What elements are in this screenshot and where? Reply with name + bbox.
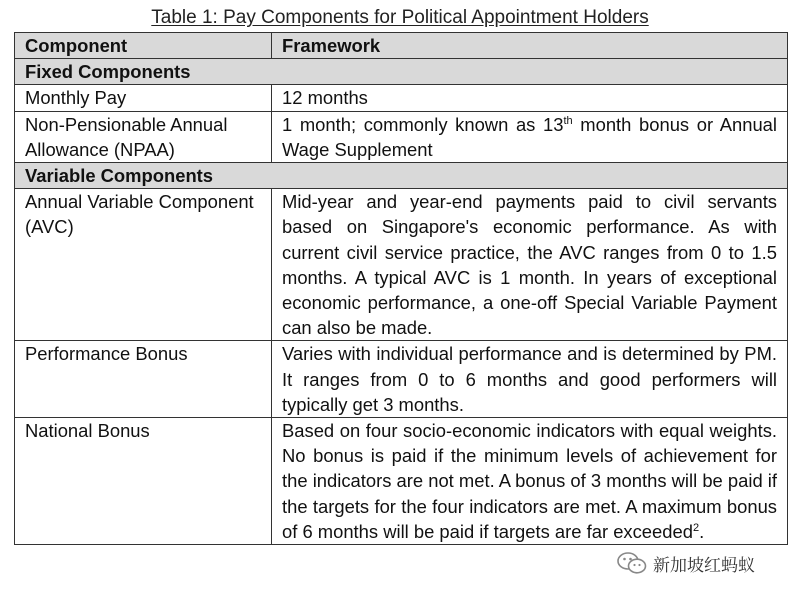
watermark-text: 新加坡红蚂蚁 [653, 555, 755, 576]
framework-national-text-rest: . [699, 520, 705, 542]
framework-npaa [272, 111, 788, 162]
wechat-icon [617, 552, 647, 574]
framework-national-text: Based on four socio-economic indicators with equal weights. No bonus is paid if the minimum levels of achievement for the indicators are not met. A bonus of 3 months will be paid if the targets for the four indicators are met. A maximum bonus of 6 months will be paid if targets are far exceeded [282, 420, 777, 542]
pay-components-table [14, 32, 788, 545]
framework-npaa-text-rest: month bonus or Annual Wage Supplement [282, 113, 777, 160]
section-row-variable [15, 163, 788, 189]
framework-avc: Mid-year and year-end payments paid to civil servants based on Singapore's economic performance. As with current civil service practice, the AVC ranges from 0 to 1.5 months. A typical AVC is 1 month. In years of exceptional economic performance, a one-off Special Variable Payment can also be made. [272, 189, 788, 341]
framework-npaa-text: 1 month; commonly known as 13 [282, 113, 564, 135]
component-avc: Annual Variable Component (AVC) [15, 189, 272, 341]
table-row [15, 189, 788, 341]
component-performance-bonus: Performance Bonus [15, 341, 272, 418]
framework-monthly-pay: 12 months [272, 85, 788, 111]
table-row [15, 85, 788, 111]
table-row [15, 341, 788, 418]
component-npaa: Non-Pensionable Annual Allowance (NPAA) [15, 111, 272, 162]
section-variable-label: Variable Components [15, 163, 788, 189]
table-row [15, 418, 788, 545]
header-framework: Framework [272, 33, 788, 59]
table-title: Table 1: Pay Components for Political Appointment Holders [151, 7, 649, 28]
section-fixed-label: Fixed Components [15, 59, 788, 85]
table-header-row [15, 33, 788, 59]
framework-national-bonus [272, 418, 788, 545]
table-row [15, 111, 788, 162]
component-national-bonus: National Bonus [15, 418, 272, 545]
section-row-fixed [15, 59, 788, 85]
footnote-marker: 2 [692, 521, 700, 534]
component-monthly-pay: Monthly Pay [15, 85, 272, 111]
framework-performance-bonus: Varies with individual performance and is determined by PM. It ranges from 0 to 6 months and good performers will typically get 3 months. [272, 341, 788, 418]
watermark [613, 551, 759, 575]
framework-npaa-superscript: th [563, 114, 573, 127]
header-component: Component [15, 33, 272, 59]
